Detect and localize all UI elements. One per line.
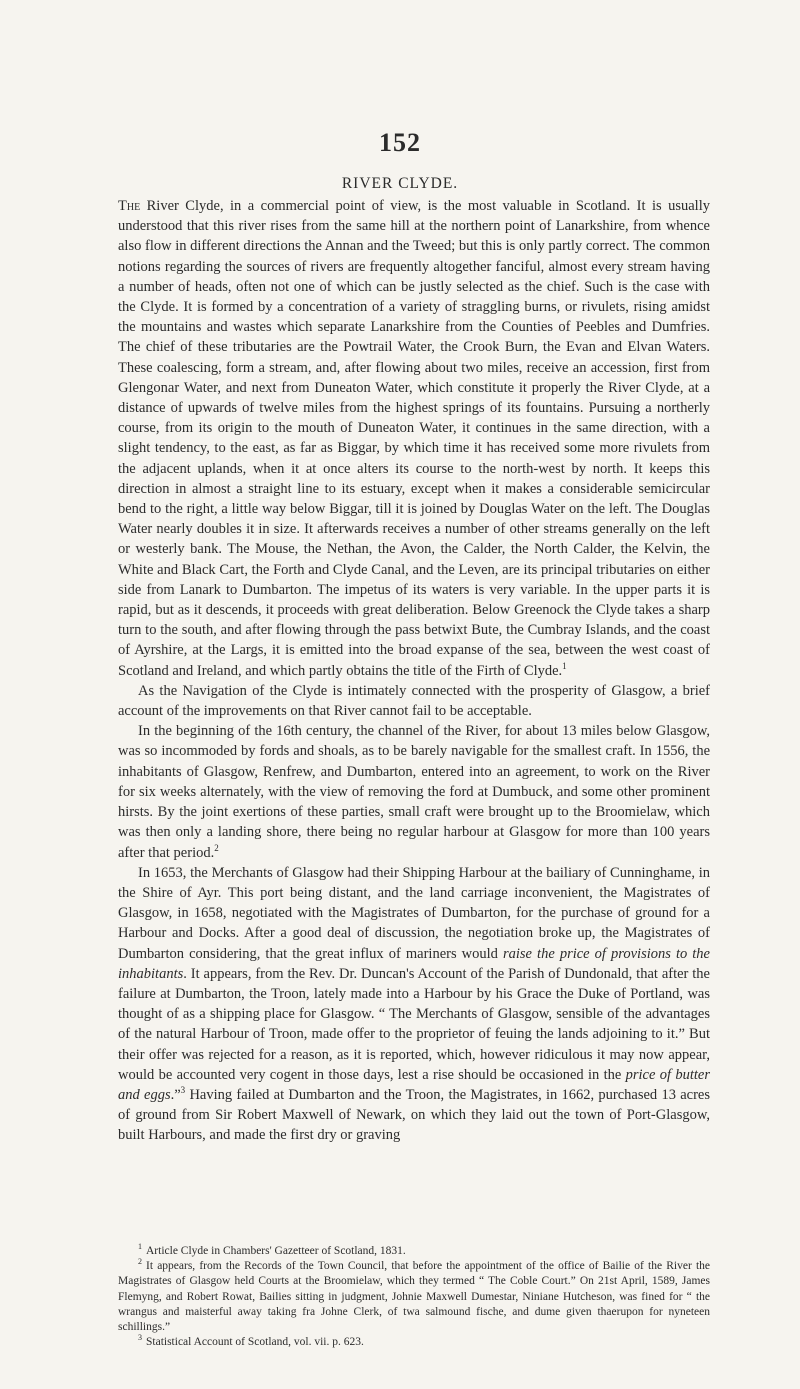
footnote-3-text: Statistical Account of Scotland, vol. vii. p. 623.: [146, 1336, 364, 1349]
footnote-ref-1: 1: [562, 660, 567, 671]
paragraph-4-text-c: .”: [170, 1086, 181, 1103]
footnote-2-text: It appears, from the Records of the Town Council, that before the appointment of the office of Bailie of the River the Magistrates of Glasgow held Courts at the Broomielaw, which they termed “ The Coble Court.” On 21st April, 1589, James Flemyng, and Robert Rowat, Bailies sitting in judgment, Johnie Maxwell Dumestar, Niniane Hutcheson, was fined for “ the wrangus and maisterful away taking fra Johne Clerk, of twa salmound fische, and dume given thaerupon for nyneteen schillings.”: [118, 1260, 710, 1334]
footnote-1-mark: 1: [138, 1242, 142, 1252]
paragraph-2: As the Navigation of the Clyde is intimately connected with the prosperity of Glasgow, a brief account of the improvements on that River cannot fail to be acceptable.: [118, 682, 710, 720]
lead-word: The: [118, 198, 141, 214]
footnote-ref-2: 2: [214, 842, 219, 853]
footnotes: [118, 1244, 710, 1350]
paragraph-4-italic-2: price of butter and eggs: [118, 1066, 710, 1103]
paragraph-3-text: In the beginning of the 16th century, the channel of the River, for about 13 miles below Glasgow, was so incommoded by fords and shoals, as to be barely navigable for the smallest craft. In 1556, the inhabitants of Glasgow, Renfrew, and Dumbarton, entered into an agreement, to work on the River for six weeks alternately, with the view of removing the ford at Dumbuck, and some other prominent hirsts. By the joint exertions of these parties, small craft were brought up to the Broomielaw, which was then only a landing shore, there being no regular harbour at Glasgow for more than 100 years after that period.: [118, 723, 710, 861]
paragraph-1-text: River Clyde, in a commercial point of view, is the most valuable in Scotland. It is usually understood that this river rises from the same hill at the northern point of Lanarkshire, from whence also flow in different directions the Annan and the Tweed; but this is only partly correct. The common notions regarding the sources of rivers are frequently altogether fanciful, almost every stream having a number of heads, often not one of which can be justly selected as the chief. Such is the case with the Clyde. It is formed by a concentration of a variety of straggling burns, or rivulets, rising amidst the mountains and wastes which separate Lanarkshire from the Counties of Peebles and Dumfries. The chief of these tributaries are the Powtrail Water, the Crook Burn, the Evan and Elvan Waters. These coalescing, form a stream, and, after flowing about two miles, receive an accession, first from Glengonar Water, and next from Duneaton Water, which constitute it properly the River Clyde, at a distance of upwards of twelve miles from the highest springs of its fountains. Pursuing a northerly course, from its origin to the mouth of Duneaton Water, it continues in the same direction, with a slight tendency, to the east, as far as Biggar, by which time it has received some more rivulets from the adjacent uplands, when it at once alters its course to the north-west by north. It keeps this direction in almost a straight line to its estuary, except when it makes a considerable semicircular bend to the right, a little way below Biggar, till it is joined by Douglas Water on the left. The Douglas Water nearly doubles it in size. It afterwards receives a number of other streams generally on the left or westerly bank. The Mouse, the Nethan, the Avon, the Calder, the North Calder, the Kelvin, the White and Black Cart, the Forth and Clyde Canal, and the Leven, are its principal tributaries on either side from Lanark to Dumbarton. The impetus of its waters is very variable. In the upper parts it is rapid, but as it descends, it proceeds with great deliberation. Below Greenock the Clyde takes a sharp turn to the south, and after flowing through the pass betwixt Bute, the Cumbray Islands, and the coast of Ayrshire, at the Largs, it is emitted into the broad expanse of the sea, between the west coast of Scotland and Ireland, and which partly obtains the title of the Firth of Clyde.: [118, 198, 710, 679]
paragraph-4-text-b: . It appears, from the Rev. Dr. Duncan's Account of the Parish of Dundonald, that after the failure at Dumbarton, the Troon, lately made into a Harbour by his Grace the Duke of Portland, was thought of as a shipping place for Glasgow. “ The Merchants of Glasgow, sensible of the advantages of the natural Harbour of Troon, made offer to the proprietor of feuing the lands adjoining to it.” But their offer was rejected for a reason, as it is reported, which, however ridiculous it may now appear, would be accounted very cogent in those days, lest a rise should be occasioned in the: [118, 965, 710, 1083]
paragraph-4: [118, 863, 710, 1146]
paragraph-4-italic-1: raise the price of provisions to the inhabitants: [118, 945, 710, 982]
footnote-3: [118, 1335, 710, 1350]
footnote-3-mark: 3: [138, 1333, 142, 1343]
paragraph-1: [118, 196, 710, 681]
paragraph-4-text-a: In 1653, the Merchants of Glasgow had their Shipping Harbour at the bailiary of Cunninghame, in the Shire of Ayr. This port being distant, and the land carriage inconvenient, the Magistrates of Glasgow, in 1658, negotiated with the Magistrates of Dumbarton, for the purchase of ground for a Harbour and Docks. After a good deal of discussion, the negotiation broke up, the Magistrates of Dumbarton considering, that the great influx of mariners would: [118, 864, 710, 962]
footnote-2: [118, 1259, 710, 1335]
footnote-1-text: Article Clyde in Chambers' Gazetteer of Scotland, 1831.: [146, 1245, 406, 1257]
page-number: 152: [379, 128, 421, 157]
footnote-ref-3: 3: [180, 1085, 186, 1096]
page-title: RIVER CLYDE.: [341, 175, 459, 192]
body-text: [118, 196, 710, 1146]
footnote-1: [118, 1244, 710, 1259]
paragraph-4-text-d: Having failed at Dumbarton and the Troon, the Magistrates, in 1662, purchased 13 acres of ground from Sir Robert Maxwell of Newark, on which they laid out the town of Port-Glasgow, built Harbours, and made the first dry or graving: [118, 1086, 710, 1144]
paragraph-3: [118, 721, 710, 862]
footnote-2-mark: 2: [138, 1257, 142, 1267]
